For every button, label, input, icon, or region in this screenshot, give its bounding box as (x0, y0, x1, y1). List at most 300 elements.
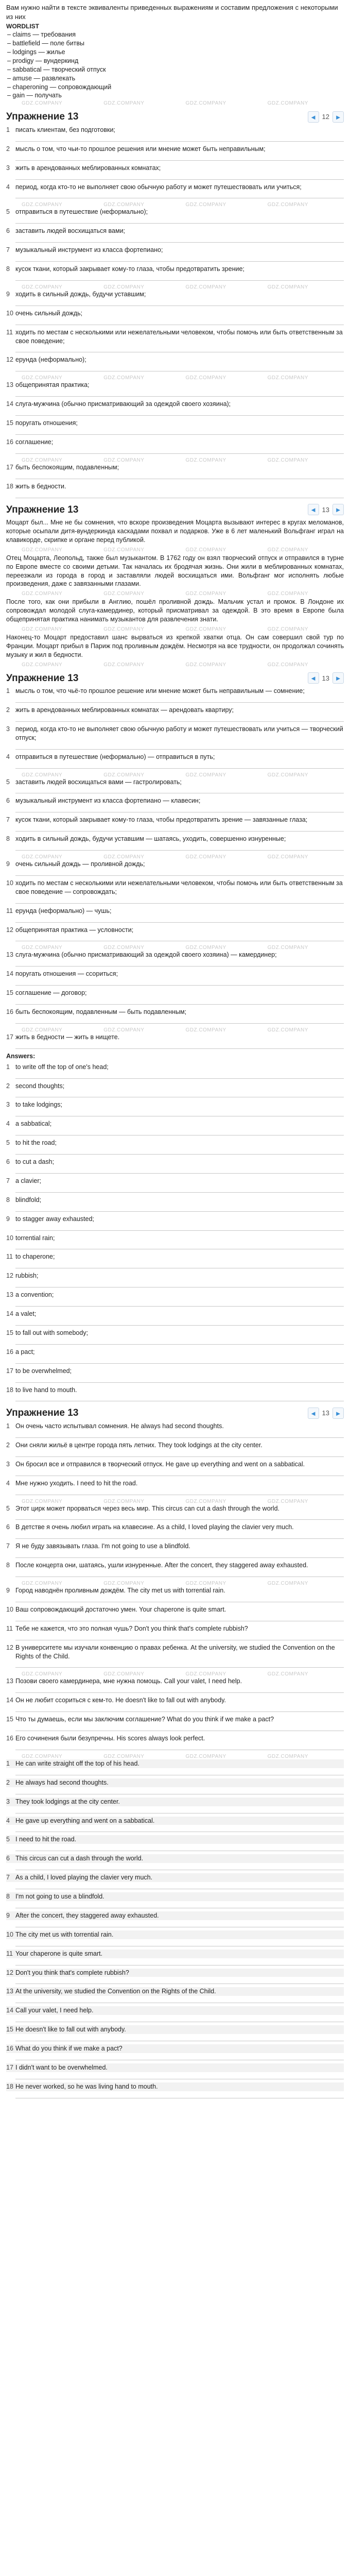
pair-text: Его сочинения были безупречны. His scores always look perfect. (15, 1735, 205, 1742)
sentence-number: 9 (6, 1911, 10, 1919)
answer-item (6, 879, 344, 896)
answer-number: 6 (6, 797, 10, 805)
sentence-text: He never worked, so he was living hand to mouth. (15, 2082, 158, 2090)
answer-number: 1 (6, 687, 10, 695)
pair-number: 7 (6, 1543, 10, 1550)
english-item (6, 1252, 344, 1261)
sentence-text: I need to hit the road. (15, 1836, 77, 1843)
watermark-row: GDZ.COMPANY GDZ.COMPANY GDZ.COMPANY GDZ.COMPANY (22, 375, 308, 380)
exercise-nav (308, 1408, 344, 1419)
pair-text: Мне нужно уходить. I need to hit the road. (15, 1479, 138, 1487)
pair-number: 11 (6, 1624, 13, 1632)
wordlist-item: – lodgings — жилье (7, 48, 65, 56)
answer-number: 4 (6, 753, 10, 760)
answer-text: жить в арендованных меблированных комнатах — арендовать квартиру; (15, 706, 234, 714)
item-text: blindfold; (15, 1196, 42, 1204)
item-number: 12 (6, 1272, 13, 1280)
answer-line (15, 1147, 344, 1155)
answer-line (15, 843, 344, 851)
sentence-pair (6, 1643, 344, 1661)
pair-number: 3 (6, 1460, 10, 1468)
answer-line (15, 1806, 344, 1814)
question-text: заставить людей восхищаться вами; (15, 227, 126, 235)
answer-line (15, 896, 344, 904)
watermark-row: GDZ.COMPANY GDZ.COMPANY GDZ.COMPANY GDZ.COMPANY (22, 1498, 308, 1503)
wordlist-item: – battlefield — поле битвы (7, 40, 85, 47)
answer-line (15, 1996, 344, 2003)
question-text: ходить по местам с несколькими или нежелательными человеком, чтобы помочь или быть ответственным за свое поведение; (15, 328, 343, 345)
item-text: to stagger away exhausted; (15, 1215, 94, 1223)
question-text: жить в арендованных меблированных комнатах; (15, 164, 161, 172)
answer-line (15, 364, 344, 371)
answer-line (15, 1042, 344, 1049)
sentence-pair (6, 1479, 344, 1488)
final-sentence (6, 1911, 344, 1920)
item-text: to take lodgings; (15, 1101, 63, 1109)
answer-text: быть беспокоящим, подавленным — быть подавленным; (15, 1008, 187, 1016)
answer-line (15, 1166, 344, 1174)
exercise-nav (308, 672, 344, 684)
item-number: 2 (6, 1082, 10, 1090)
answer-text: слуга-мужчина (обычно присматривающий за одеждой своего хозяина) — камердинер; (15, 951, 277, 959)
answer-number: 11 (6, 907, 13, 914)
prev-page-button[interactable]: ◄ (308, 111, 319, 123)
prev-page-button[interactable]: ◄ (308, 504, 319, 515)
question-item (6, 482, 344, 491)
answer-item (6, 860, 344, 869)
answer-line (15, 1205, 344, 1212)
answers-label: Answers: (6, 1052, 36, 1060)
answer-line (15, 824, 344, 832)
answer-number: 2 (6, 706, 10, 714)
item-number: 11 (6, 1253, 13, 1261)
final-sentence (6, 2063, 344, 2072)
english-item (6, 1139, 344, 1147)
answer-text: поругать отношения — ссориться; (15, 970, 118, 978)
item-number: 7 (6, 1177, 10, 1184)
sentence-text: He doesn't like to fall out with anybody. (15, 2026, 126, 2033)
question-text: период, когда кто-то не выполняет свою обычную работу и может путешествовать или учиться; (15, 183, 302, 191)
pair-number: 5 (6, 1504, 10, 1512)
item-number: 1 (6, 1063, 10, 1071)
answer-line (15, 1185, 344, 1193)
answer-item (6, 926, 344, 935)
question-item (6, 419, 344, 428)
sentence-text: They took lodgings at the city center. (15, 1798, 120, 1805)
answer-line (15, 2053, 344, 2060)
final-sentence (6, 1835, 344, 1844)
answer-line (15, 761, 344, 769)
question-number: 3 (6, 164, 10, 172)
question-text: музыкальный инструмент из класса фортепиано; (15, 246, 163, 254)
answer-line (15, 1724, 344, 1731)
pair-number: 8 (6, 1562, 10, 1569)
watermark-row: GDZ.COMPANY GDZ.COMPANY GDZ.COMPANY GDZ.COMPANY (22, 1027, 308, 1032)
watermark-row: GDZ.COMPANY GDZ.COMPANY GDZ.COMPANY GDZ.COMPANY (22, 626, 308, 631)
item-number: 6 (6, 1158, 10, 1166)
question-text: жить в бедности. (15, 482, 66, 490)
sentence-number: 7 (6, 1874, 10, 1882)
answer-number: 14 (6, 970, 13, 978)
answer-item (6, 835, 344, 843)
item-number: 18 (6, 1386, 13, 1394)
sentence-text: What do you think if we make a pact? (15, 2045, 122, 2053)
question-item (6, 381, 344, 389)
answer-number: 16 (6, 1008, 13, 1016)
answer-line (15, 2034, 344, 2041)
answer-line (15, 1357, 344, 1364)
answer-text: общепринятая практика — условности; (15, 926, 134, 934)
item-text: a pact; (15, 1348, 35, 1355)
sentence-pair (6, 1715, 344, 1724)
question-number: 5 (6, 208, 10, 216)
answer-line (15, 345, 344, 352)
answer-text: мысль о том, что чьё-то прошлое решение или мнение может быть неправильным — сомнение; (15, 687, 305, 695)
exercise-answer-list (6, 687, 344, 1049)
answer-line (15, 255, 344, 262)
answer-line (15, 696, 344, 703)
sentence-number: 16 (6, 2045, 13, 2053)
english-item (6, 1386, 344, 1395)
answer-line (15, 1016, 344, 1024)
answer-line (15, 805, 344, 812)
exercise-title: Упражнение 13 ◄ 13 ► (6, 503, 344, 517)
final-sentence (6, 1817, 344, 1825)
answer-line (15, 959, 344, 967)
sentence-pair (6, 1504, 344, 1513)
sentence-number: 1 (6, 1759, 10, 1767)
answer-item (6, 989, 344, 997)
english-item (6, 1291, 344, 1299)
question-number: 1 (6, 126, 10, 133)
answer-line (15, 997, 344, 1005)
sentence-pair (6, 1441, 344, 1450)
answer-line (15, 1532, 344, 1539)
answer-text: отправиться в путешествие (неформально) — отправиться в путь; (15, 753, 215, 760)
answer-line (15, 1882, 344, 1889)
item-text: a convention; (15, 1291, 54, 1299)
answer-line (15, 1595, 344, 1602)
sentence-text: As a child, I loved playing the clavier very much. (15, 1874, 153, 1882)
answer-line (15, 491, 344, 498)
item-text: a clavier; (15, 1177, 42, 1184)
wordlist-item: – prodigy — вундеркинд (7, 57, 79, 64)
answer-line (15, 1280, 344, 1287)
answer-item (6, 725, 344, 742)
answer-item (6, 907, 344, 916)
english-item (6, 1215, 344, 1224)
sentence-number: 13 (6, 1988, 13, 1995)
final-sentence-list (6, 1759, 344, 2098)
answer-line (15, 1469, 344, 1476)
answer-text: очень сильный дождь — проливной дождь; (15, 860, 145, 868)
answer-line (15, 1431, 344, 1438)
answer-line (15, 978, 344, 986)
answer-item (6, 1033, 344, 1042)
pair-text: Я не буду завязывать глаза. I'm not going to use a blindfold. (15, 1543, 190, 1550)
watermark-row: GDZ.COMPANY GDZ.COMPANY GDZ.COMPANY GDZ.COMPANY (22, 854, 308, 859)
answer-line (15, 1660, 344, 1668)
text-paragraph: Наконец-то Моцарт предоставил шанс вырваться из крепкой хватки отца. Он сам совершил свой тур по Франции. Моцарт прибыл в Париж под проливным дождём. Несмотря на все трудности, он продолжал сочинять музыку и жил в бедности. (6, 633, 344, 658)
question-text: соглашение; (15, 438, 54, 446)
final-sentence (6, 1892, 344, 1901)
answer-text: соглашение — договор; (15, 989, 87, 997)
question-item (6, 126, 344, 134)
answer-number: 17 (6, 1033, 13, 1041)
watermark-row: GDZ.COMPANY GDZ.COMPANY GDZ.COMPANY GDZ.COMPANY (22, 662, 308, 667)
item-number: 15 (6, 1329, 13, 1336)
next-page-button[interactable]: ► (332, 111, 344, 123)
item-number: 16 (6, 1348, 13, 1355)
answer-line (15, 1299, 344, 1307)
answer-line (15, 299, 344, 306)
sentence-text: Your chaperone is quite smart. (15, 1950, 103, 1957)
answer-line (15, 916, 344, 923)
answer-line (15, 274, 344, 281)
sentence-number: 15 (6, 2026, 13, 2033)
answer-number: 9 (6, 860, 10, 868)
english-item (6, 1272, 344, 1280)
answer-line (15, 318, 344, 325)
question-number: 13 (6, 381, 13, 389)
exercise-nav (308, 504, 344, 515)
question-text: очень сильный дождь; (15, 309, 83, 317)
answer-item (6, 796, 344, 805)
answer-line (15, 1825, 344, 1832)
item-number: 10 (6, 1234, 13, 1242)
item-text: to be overwhelmed; (15, 1367, 72, 1375)
final-sentence (6, 1969, 344, 1977)
answer-line (15, 1768, 344, 1775)
watermark-row: GDZ.COMPANY GDZ.COMPANY GDZ.COMPANY GDZ.COMPANY (22, 1753, 308, 1758)
sentence-text: The city met us with torrential rain. (15, 1930, 114, 1938)
answer-line (15, 934, 344, 941)
final-sentence (6, 1930, 344, 1939)
question-text: писать клиентам, без подготовки; (15, 126, 115, 133)
final-sentence (6, 1987, 344, 1996)
answer-number: 10 (6, 879, 13, 887)
final-sentence (6, 2006, 344, 2015)
pair-text: Тебе не кажется, что это полная чушь? Don't you think that's complete rubbish? (15, 1624, 248, 1632)
question-text: поругать отношения; (15, 419, 78, 427)
question-item (6, 164, 344, 173)
question-number: 18 (6, 482, 13, 490)
exercise-text (6, 518, 344, 666)
sentence-text: This circus can cut a dash through the world. (15, 1855, 144, 1862)
answer-line (15, 1109, 344, 1116)
english-item (6, 1329, 344, 1337)
prev-page-button[interactable]: ◄ (308, 1408, 319, 1419)
item-text: to fall out with somebody; (15, 1329, 89, 1336)
question-number: 4 (6, 183, 10, 191)
question-item (6, 265, 344, 274)
question-text: кусок ткани, который закрывает кому-то глаза, чтобы предотвратить зрение; (15, 265, 244, 273)
question-number: 12 (6, 356, 13, 364)
answer-line (15, 742, 344, 750)
pair-text: Они сняли жильё в центре города пять летних. They took lodgings at the city center. (15, 1441, 262, 1449)
answer-line (15, 1844, 344, 1851)
question-text: слуга-мужчина (обычно присматривающий за одеждой своего хозяина); (15, 400, 231, 408)
watermark-row: GDZ.COMPANY GDZ.COMPANY GDZ.COMPANY GDZ.COMPANY (22, 202, 308, 207)
answer-line (15, 869, 344, 876)
answer-line (15, 1261, 344, 1268)
pair-text: Позови своего камердинера, мне нужна помощь. Call your valet, I need help. (15, 1677, 242, 1685)
answer-item (6, 1008, 344, 1016)
answer-line (15, 1551, 344, 1558)
answer-number: 7 (6, 816, 10, 824)
sentence-text: After the concert, they staggered away exhausted. (15, 1911, 159, 1919)
answer-text: жить в бедности — жить в нищете. (15, 1033, 120, 1041)
question-item (6, 328, 344, 346)
pair-number: 9 (6, 1587, 10, 1595)
answer-item (6, 951, 344, 959)
pair-text: Что ты думаешь, если мы заключим соглашение? What do you think if we make a pact? (15, 1716, 274, 1723)
sentence-text: Call your valet, I need help. (15, 2007, 94, 2014)
sentence-number: 3 (6, 1798, 10, 1805)
answer-item (6, 706, 344, 715)
english-item (6, 1196, 344, 1205)
wordlist-item: – chaperoning — сопровождающий (7, 83, 112, 91)
exercise-title: Упражнение 13 ◄ 13 ► (6, 672, 344, 685)
watermark-row: GDZ.COMPANY GDZ.COMPANY GDZ.COMPANY GDZ.COMPANY (22, 945, 308, 950)
answer-line (15, 1318, 344, 1326)
question-item (6, 208, 344, 216)
pair-number: 6 (6, 1523, 10, 1531)
item-number: 14 (6, 1310, 13, 1318)
answer-item (6, 778, 344, 787)
pair-text: В университете мы изучали конвенцию о правах ребенка. At the university, we studied the Convention on the Rights of the Child. (15, 1643, 335, 1660)
pair-text: Он очень часто испытывал сомнения. He always had second thoughts. (15, 1422, 224, 1430)
sentence-number: 6 (6, 1855, 10, 1862)
exercise-nav (308, 111, 344, 123)
answer-line (15, 1787, 344, 1794)
answer-line (15, 1633, 344, 1640)
pair-number: 10 (6, 1605, 13, 1613)
final-sentence (6, 1778, 344, 1787)
answer-line (15, 1072, 344, 1079)
answer-line (15, 216, 344, 224)
final-sentence (6, 1759, 344, 1768)
answer-line (15, 1977, 344, 1984)
sentence-number: 14 (6, 2007, 13, 2014)
english-answer-list (6, 1063, 344, 1402)
item-text: to write off the top of one's head; (15, 1063, 109, 1071)
question-number: 6 (6, 227, 10, 235)
pair-number: 15 (6, 1716, 13, 1723)
sentence-text: I'm not going to use a blindfold. (15, 1893, 104, 1901)
next-page-button[interactable]: ► (332, 1408, 344, 1419)
answer-line (15, 1242, 344, 1249)
item-text: a sabbatical; (15, 1120, 52, 1128)
sentence-number: 18 (6, 2082, 13, 2090)
answer-item (6, 816, 344, 824)
question-number: 17 (6, 463, 13, 471)
watermark-row: GDZ.COMPANY GDZ.COMPANY GDZ.COMPANY GDZ.COMPANY (22, 591, 308, 596)
question-text: мысль о том, что чьи-то прошлое решения или мнение может быть неправильным; (15, 145, 266, 152)
question-number: 8 (6, 265, 10, 273)
sentence-number: 12 (6, 1969, 13, 1976)
answer-text: ерунда (неформально) — чушь; (15, 907, 112, 914)
pair-text: Он бросил все и отправился в творческий отпуск. He gave up everything and went on a sabbatical. (15, 1460, 305, 1468)
final-sentence (6, 1950, 344, 1958)
answer-line (15, 389, 344, 397)
english-item (6, 1063, 344, 1072)
answer-line (15, 1705, 344, 1712)
english-item (6, 1082, 344, 1091)
sentence-pair (6, 1586, 344, 1595)
sentence-number: 10 (6, 1930, 13, 1938)
item-text: to hit the road; (15, 1139, 57, 1147)
answer-line (15, 1394, 344, 1401)
watermark-row: GDZ.COMPANY GDZ.COMPANY GDZ.COMPANY GDZ.COMPANY (22, 547, 308, 552)
answer-line (15, 472, 344, 479)
pair-text: В детстве я очень любил играть на клавесине. As a child, I loved playing the clavier very much. (15, 1523, 294, 1531)
question-item (6, 309, 344, 318)
english-item (6, 1100, 344, 1109)
answer-line (15, 1686, 344, 1693)
answer-number: 3 (6, 725, 10, 733)
answer-line (15, 191, 344, 198)
sentence-text: He always had second thoughts. (15, 1778, 109, 1786)
answer-line (15, 447, 344, 454)
question-number: 14 (6, 400, 13, 408)
final-sentence (6, 1798, 344, 1806)
english-item (6, 1310, 344, 1318)
sentence-text: Don't you think that's complete rubbish? (15, 1969, 129, 1976)
answer-line (15, 235, 344, 243)
pair-number: 14 (6, 1697, 13, 1704)
pair-text: Ваш сопровождающий достаточно умен. Your chaperone is quite smart. (15, 1605, 226, 1613)
question-item (6, 145, 344, 154)
page-number: 12 (322, 113, 329, 121)
pair-number: 16 (6, 1735, 13, 1742)
question-item (6, 227, 344, 235)
item-number: 17 (6, 1367, 13, 1375)
answer-item (6, 970, 344, 978)
answer-item (6, 687, 344, 696)
item-text: to live hand to mouth. (15, 1386, 77, 1394)
next-page-button[interactable]: ► (332, 504, 344, 515)
page-number: 13 (322, 1409, 329, 1417)
english-item (6, 1348, 344, 1357)
item-number: 5 (6, 1139, 10, 1147)
sentence-pair-list (6, 1422, 344, 1758)
answer-line (15, 1128, 344, 1136)
answer-line (15, 1090, 344, 1097)
item-number: 4 (6, 1120, 10, 1128)
pair-number: 1 (6, 1422, 10, 1430)
item-number: 3 (6, 1101, 10, 1109)
prev-page-button[interactable]: ◄ (308, 672, 319, 684)
answer-item (6, 753, 344, 761)
answer-line (15, 1958, 344, 1965)
wordlist-item: – sabbatical — творческий отпуск (7, 65, 106, 73)
sentence-pair (6, 1696, 344, 1705)
answer-line (15, 1743, 344, 1750)
next-page-button[interactable]: ► (332, 672, 344, 684)
final-sentence (6, 2044, 344, 2053)
answer-line (15, 1901, 344, 1908)
exercise-question-list (6, 126, 344, 498)
answer-text: период, когда кто-то не выполняет свою обычную работу и может путешествовать или учиться — творческий отпуск; (15, 725, 343, 741)
question-number: 9 (6, 290, 10, 298)
answer-line (15, 1450, 344, 1457)
answer-line (15, 173, 344, 180)
answer-line (15, 1224, 344, 1231)
exercise-title: Упражнение 13 ◄ 12 ► (6, 110, 344, 124)
question-text: общепринятая практика; (15, 381, 90, 389)
question-item (6, 246, 344, 255)
